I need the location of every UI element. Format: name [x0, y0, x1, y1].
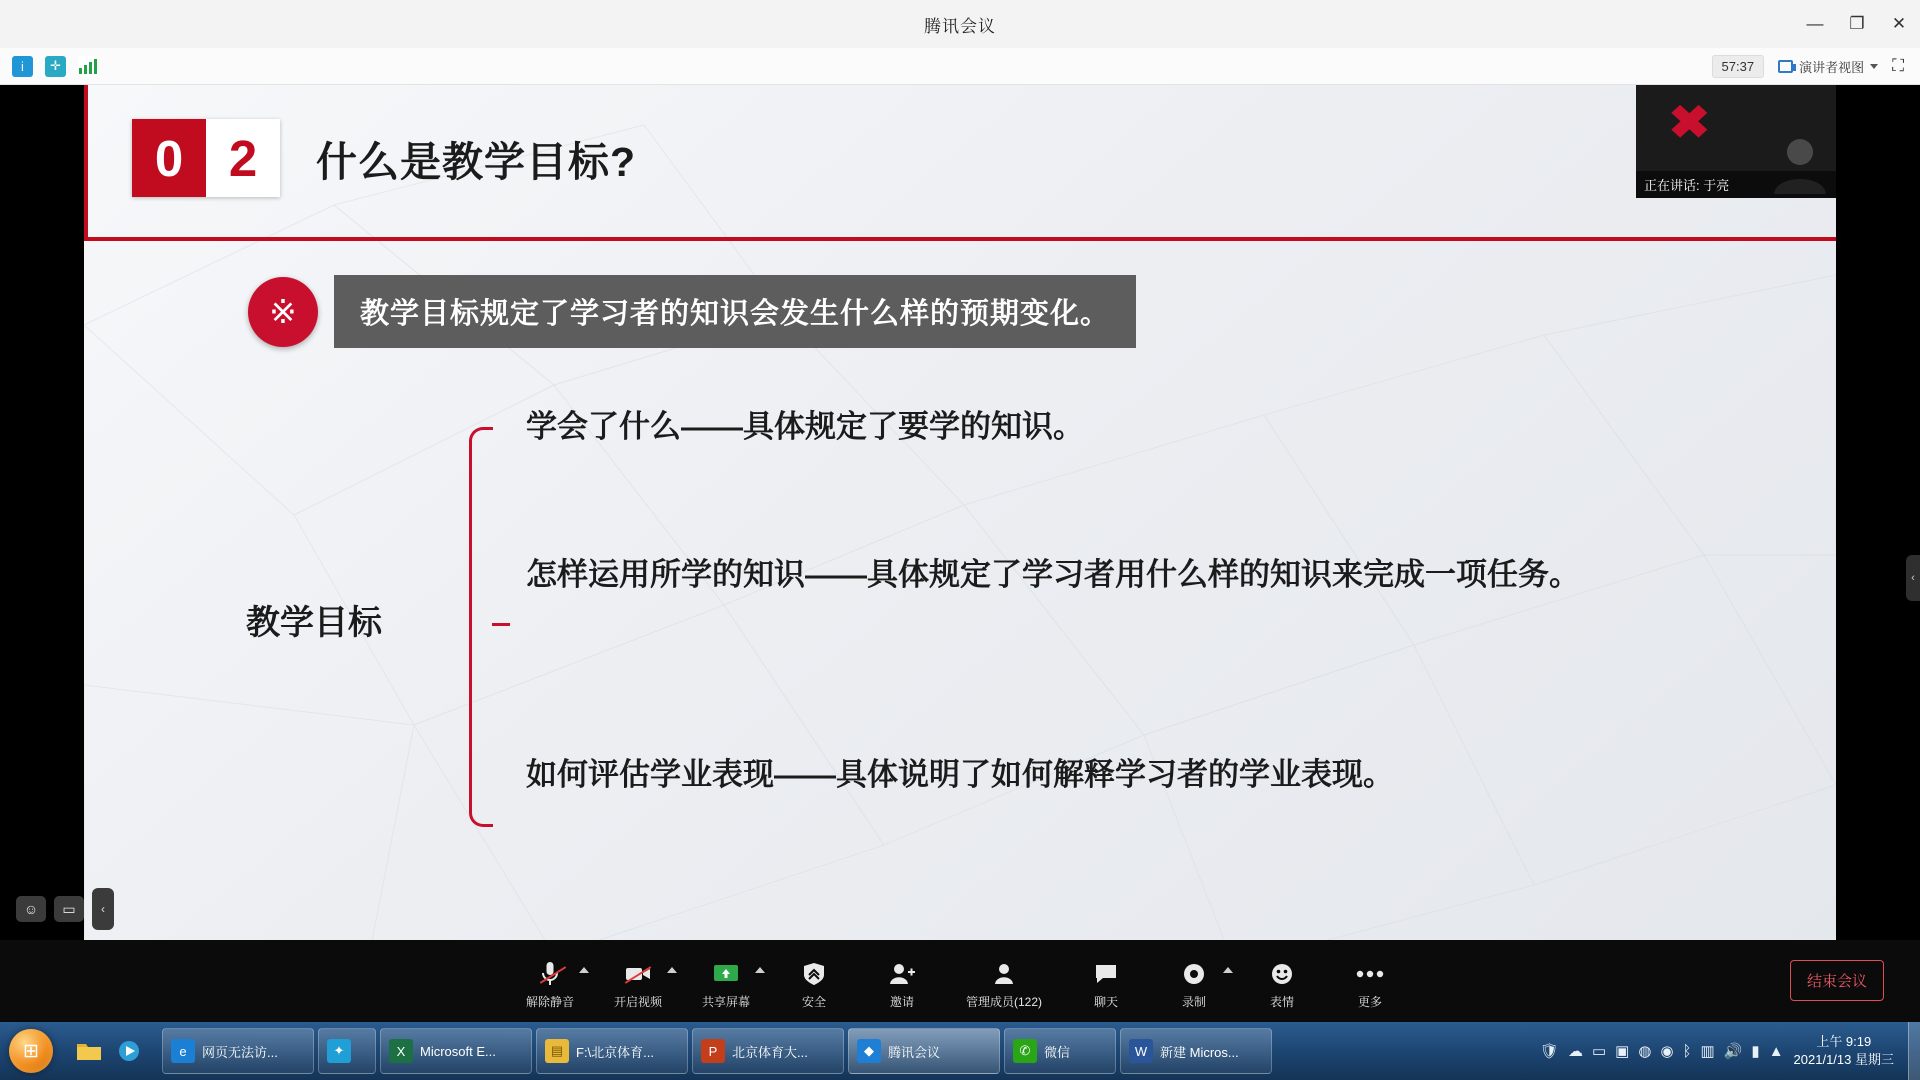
chevron-down-icon — [1870, 64, 1878, 69]
meeting-status-icons — [0, 56, 99, 77]
chat-bubble-icon — [1094, 959, 1118, 989]
taskbar-item[interactable] — [318, 1028, 376, 1074]
windows-start-orb[interactable] — [0, 1022, 62, 1080]
control-label: 录制 — [1181, 994, 1206, 1009]
control-label: 表情 — [1269, 994, 1294, 1009]
window-title-bar — [0, 0, 1920, 48]
slide-bullet-2: 怎样运用所学的知识——具体规定了学习者用什么样的知识来完成一项任务。 — [526, 557, 1580, 592]
cloud-icon[interactable]: ☁ — [1567, 1043, 1583, 1060]
brace-shape — [469, 427, 493, 827]
chrome-icon[interactable]: ◉ — [1660, 1043, 1674, 1060]
taskbar-clock[interactable] — [1794, 1033, 1908, 1068]
chevron-up-icon[interactable] — [579, 967, 589, 973]
meeting-control-buttons — [508, 953, 1412, 1010]
close-button[interactable]: ✕ — [1891, 14, 1907, 33]
control-label: 共享屏幕 — [701, 994, 750, 1009]
bluetooth-icon[interactable]: ᛒ — [1682, 1042, 1692, 1060]
globe-icon[interactable]: ◍ — [1638, 1043, 1652, 1060]
slide-banner-row — [248, 275, 1136, 348]
meeting-timer: 57:37 — [1712, 55, 1765, 78]
speaker-view-icon — [1778, 60, 1793, 73]
control-unmute[interactable] — [508, 953, 592, 1010]
control-record[interactable] — [1152, 953, 1236, 1010]
system-tray — [1540, 1042, 1794, 1060]
emoji-icon[interactable]: ☺ — [16, 896, 46, 922]
collapse-dock-button[interactable]: ‹ — [92, 888, 114, 930]
taskbar-item-label: 网页无法访... — [202, 1044, 278, 1060]
maximize-button[interactable]: ❐ — [1849, 14, 1865, 33]
taskbar-item-label: Microsoft E... — [420, 1043, 496, 1059]
control-label: 管理成员(122) — [965, 994, 1042, 1009]
end-meeting-button[interactable]: 结束会议 — [1790, 960, 1884, 1001]
subtitle-icon[interactable]: ▭ — [54, 896, 84, 922]
taskbar-item-label: F:\北京体育... — [576, 1044, 655, 1060]
slide-bullet-3: 如何评估学业表现——具体说明了如何解释学习者的学业表现。 — [526, 757, 1394, 792]
share-screen-icon — [713, 959, 739, 989]
invite-person-icon — [889, 959, 915, 989]
chart-icon[interactable]: ▮ — [1751, 1043, 1760, 1060]
control-emoji[interactable] — [1240, 953, 1324, 1010]
control-start-video[interactable] — [596, 953, 680, 1010]
control-label: 开启视频 — [613, 994, 662, 1009]
shield-icon[interactable]: ✛ — [45, 56, 66, 77]
slide-title: 什么是教学目标? — [316, 139, 637, 185]
signal-bars-icon[interactable] — [78, 56, 99, 77]
meeting-toolbar-right — [1712, 55, 1920, 78]
chevron-up-icon[interactable] — [755, 967, 765, 973]
meeting-control-bar — [0, 940, 1920, 1022]
info-icon[interactable]: i — [12, 56, 33, 77]
record-icon — [1183, 959, 1205, 989]
slide-bullet-1: 学会了什么——具体规定了要学的知识。 — [526, 409, 1084, 444]
chevron-up-icon[interactable] — [1223, 967, 1233, 973]
control-label: 聊天 — [1093, 994, 1118, 1009]
show-desktop-button[interactable] — [1908, 1022, 1920, 1080]
wechat-icon: ✆ — [1013, 1039, 1037, 1063]
taskbar-item[interactable] — [380, 1028, 532, 1074]
control-chat[interactable] — [1064, 953, 1148, 1010]
slide-number-left: 0 — [132, 119, 206, 197]
control-label: 更多 — [1357, 994, 1382, 1009]
chevron-up-icon[interactable] — [667, 967, 677, 973]
control-label: 邀请 — [889, 994, 914, 1009]
caret-up-icon[interactable]: ▲ — [1768, 1042, 1784, 1060]
quick-launch-media[interactable] — [112, 1030, 146, 1072]
quick-launch-explorer[interactable] — [72, 1030, 106, 1072]
control-share-screen[interactable] — [684, 953, 768, 1010]
control-invite[interactable] — [860, 953, 944, 1010]
slide-brace-label: 教学目标 — [246, 604, 382, 642]
camera-off-icon — [625, 959, 651, 989]
slide-header-rule — [84, 237, 1836, 241]
taskbar-item[interactable] — [1004, 1028, 1116, 1074]
taskbar-item[interactable] — [162, 1028, 314, 1074]
box-icon[interactable]: ▣ — [1615, 1043, 1630, 1060]
control-security[interactable] — [772, 953, 856, 1010]
fullscreen-icon[interactable]: ⛶ — [1892, 56, 1904, 75]
control-manage-members[interactable] — [948, 953, 1060, 1010]
presentation-slide — [84, 85, 1836, 982]
folder-icon: ▤ — [545, 1039, 569, 1063]
minimize-button[interactable]: — — [1806, 14, 1824, 33]
start-orb-icon: ⊞ — [9, 1029, 53, 1073]
active-speaker-label: 正在讲话: 于亮 — [1636, 171, 1836, 198]
shield-red-icon[interactable]: 🛡 — [1539, 1043, 1559, 1060]
slide-header — [84, 107, 1836, 227]
clock-time: 上午 9:19 — [1816, 1034, 1872, 1050]
taskbar-item-label: 新建 Micros... — [1160, 1044, 1239, 1060]
window-controls — [1794, 0, 1920, 48]
app-icon: ✦ — [327, 1039, 351, 1063]
word-icon: W — [1129, 1039, 1153, 1063]
taskbar-item[interactable] — [536, 1028, 688, 1074]
view-mode-selector[interactable] — [1778, 57, 1878, 76]
reaction-dock — [16, 888, 114, 930]
slide-number-badge — [132, 119, 280, 197]
view-mode-label: 演讲者视图 — [1799, 59, 1865, 75]
slide-banner-text: 教学目标规定了学习者的知识会发生什么样的预期变化。 — [334, 275, 1136, 348]
active-speaker-thumbnail[interactable] — [1636, 85, 1836, 198]
taskbar-item[interactable] — [1120, 1028, 1272, 1074]
clock-date: 2021/1/13 星期三 — [1793, 1052, 1894, 1067]
more-dots-icon — [1356, 959, 1384, 989]
microphone-muted-icon — [540, 959, 560, 989]
excel-icon: X — [389, 1039, 413, 1063]
control-label: 安全 — [801, 994, 826, 1009]
monitor-icon[interactable]: ▭ — [1591, 1043, 1607, 1060]
taskbar-item-label: 北京体育大... — [732, 1044, 808, 1060]
taskbar-item-active[interactable] — [848, 1028, 1000, 1074]
security-shield-icon — [803, 959, 825, 989]
taskbar-windows — [156, 1028, 1272, 1074]
edge-blue-icon: e — [171, 1039, 195, 1063]
meeting-sub-toolbar — [0, 48, 1920, 85]
taskbar-item-label: 腾讯会议 — [888, 1044, 941, 1060]
smiley-icon — [1271, 959, 1293, 989]
powerpoint-icon: P — [701, 1039, 725, 1063]
brace-tick — [492, 623, 510, 626]
slide-number-right: 2 — [206, 119, 280, 197]
speaker-icon[interactable]: 🔊 — [1723, 1043, 1743, 1060]
asterisk-badge-icon: ※ — [248, 277, 318, 347]
expand-panel-button[interactable]: ‹ — [1906, 555, 1920, 601]
members-icon — [993, 959, 1015, 989]
window-title: 腾讯会议 — [924, 16, 996, 36]
control-more[interactable] — [1328, 953, 1412, 1010]
quick-launch-area — [62, 1030, 156, 1072]
taskbar-item[interactable] — [692, 1028, 844, 1074]
control-label: 解除静音 — [525, 994, 574, 1009]
blue-square-icon[interactable]: ▥ — [1700, 1043, 1715, 1060]
shared-content-stage — [0, 85, 1920, 982]
taskbar-item-label: 微信 — [1044, 1044, 1071, 1060]
windows-taskbar — [0, 1022, 1920, 1080]
speaker-logo-icon: ✖ — [1668, 96, 1711, 148]
tencent-meeting-icon: ◆ — [857, 1039, 881, 1063]
